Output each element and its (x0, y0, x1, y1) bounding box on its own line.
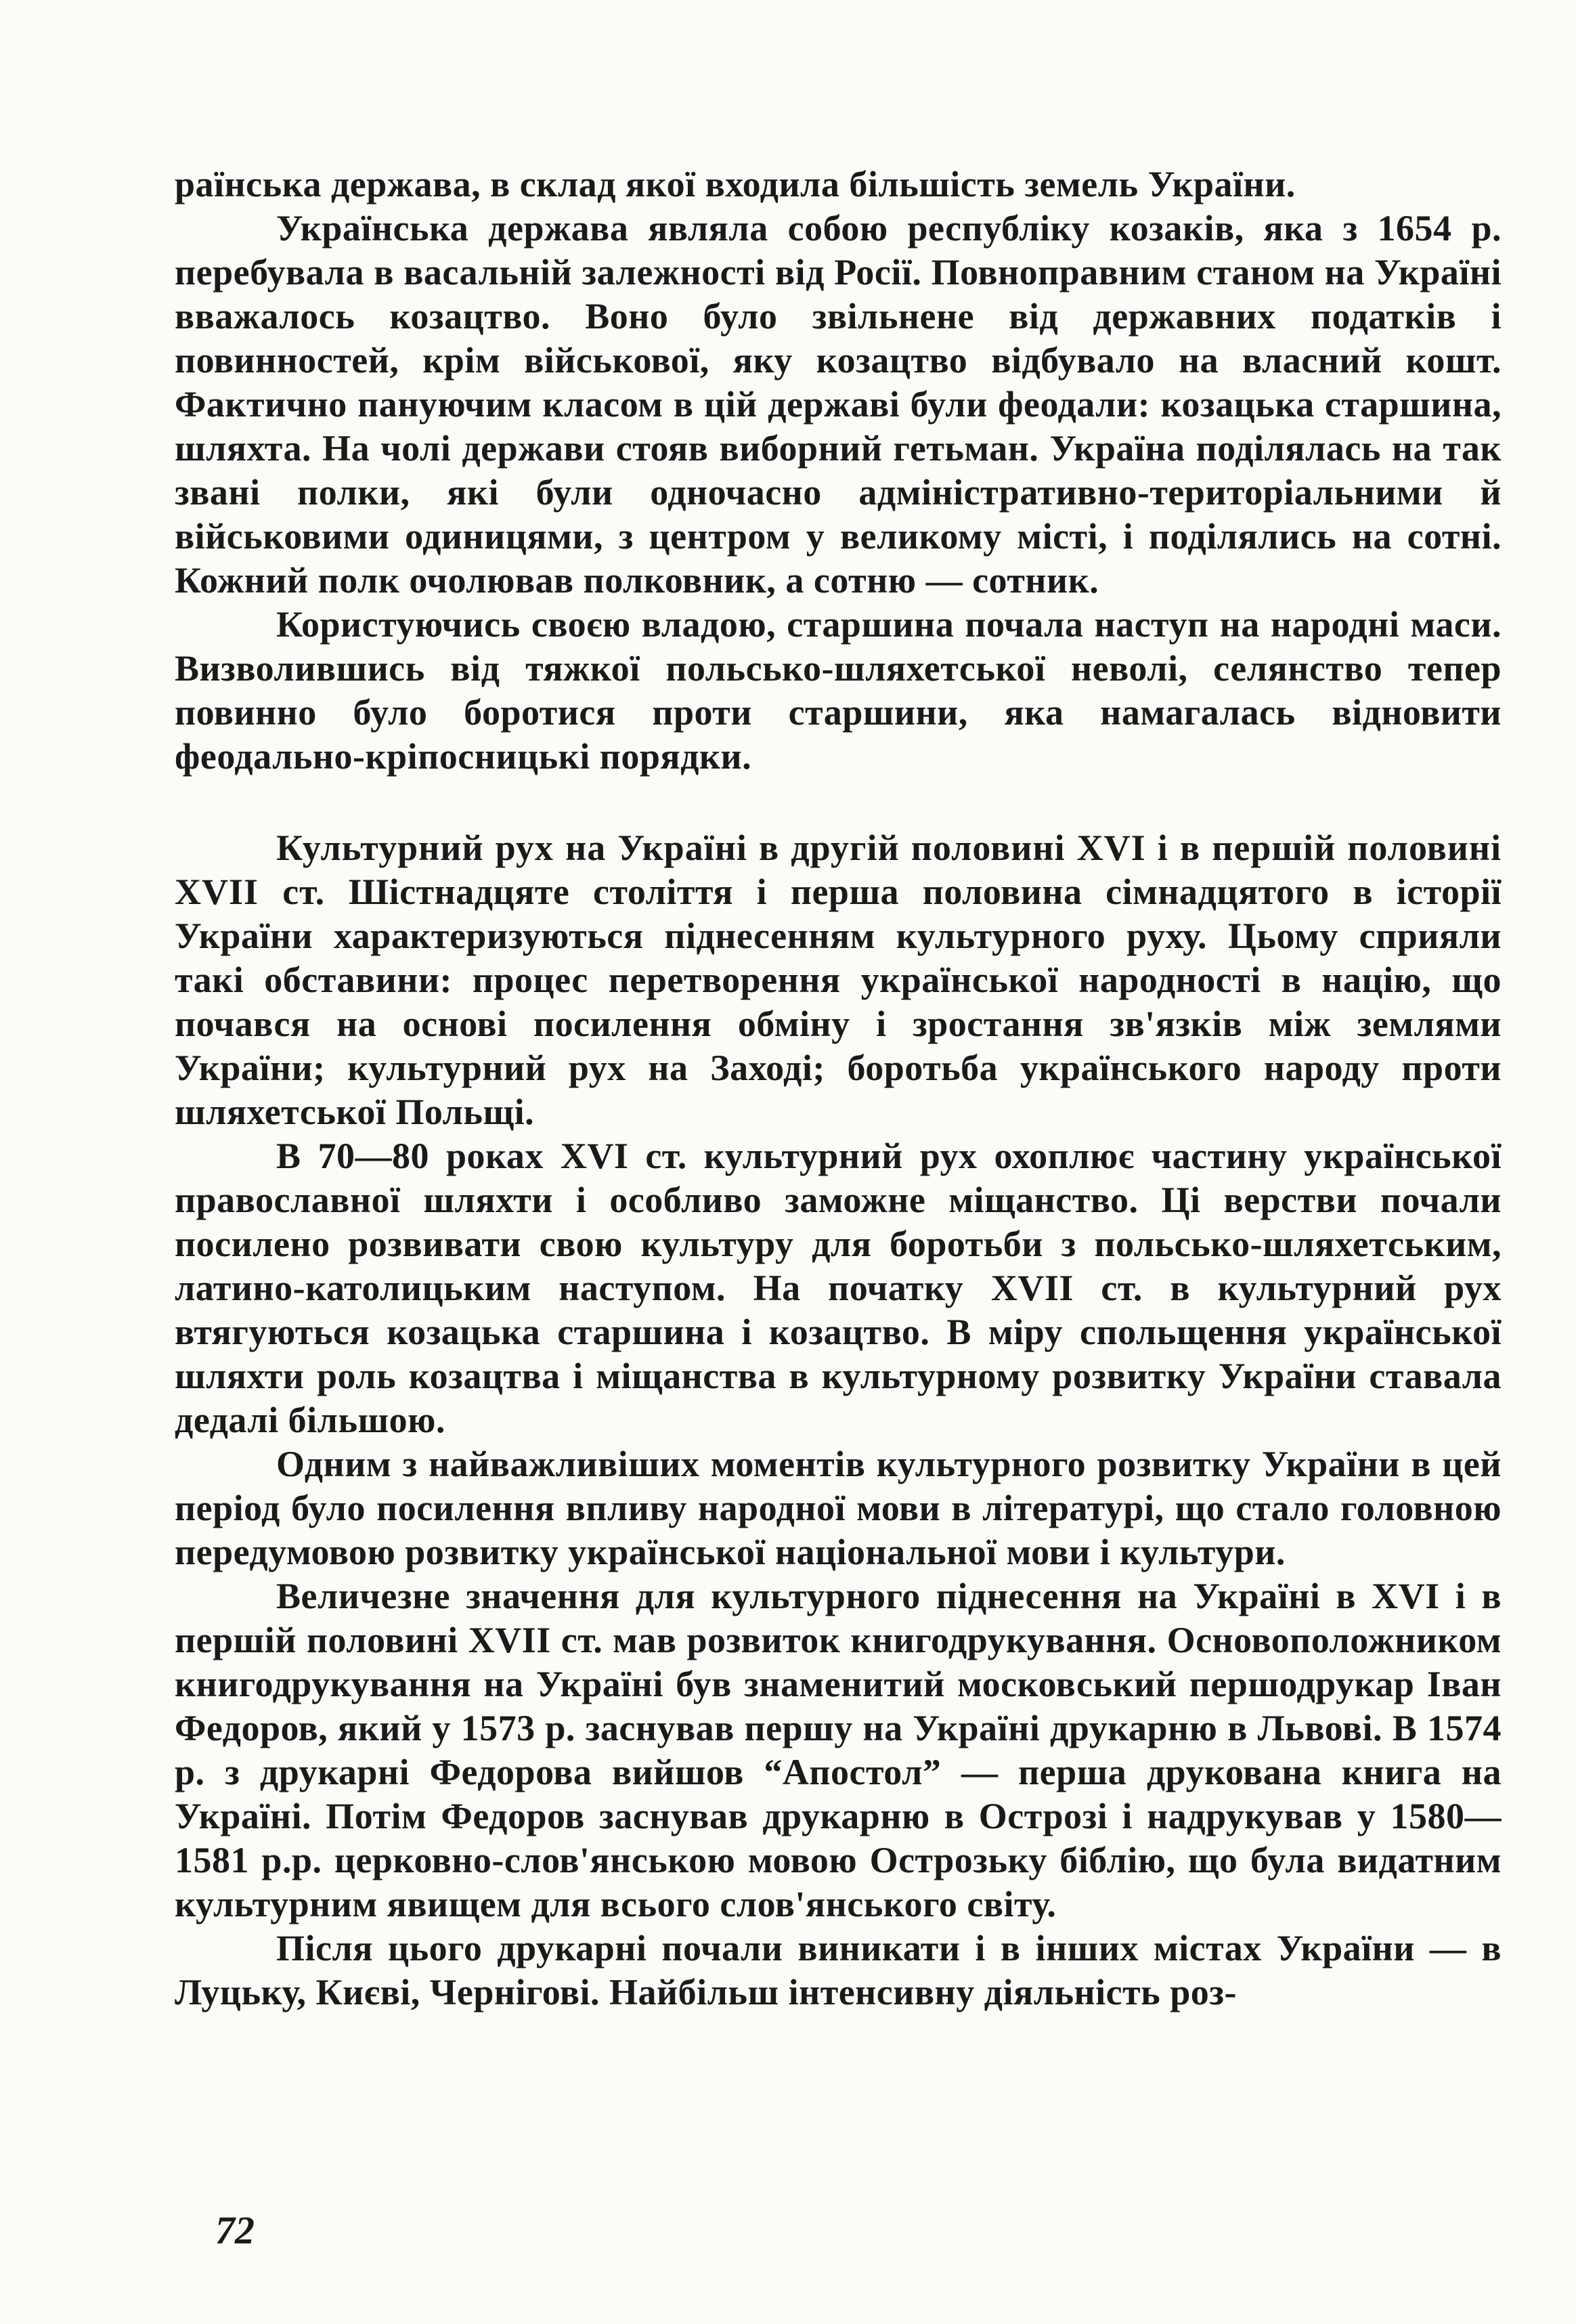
paragraph-cultural-movement: В 70—80 роках XVI ст. культурний рух охоплює частину української православної шляхти і особливо заможне міщанство. Ці верстви почали посилено розвивати свою культуру для боротьби з польсько-шляхетським, латино-католицьким наступом. На початку XVII ст. в культурний рух втягуються козацька старшина і козацтво. В міру спольщення української шляхти роль козацтва і міщанства в культурному розвитку України ставала дедалі більшою. (175, 1136, 1502, 1440)
page-body-text (175, 163, 1502, 2015)
section-lead-text: Шістнадцяте століття і перша половина сімнадцятого в історії України характеризуються піднесенням культурного руху. Цьому сприяли такі обставини: процес перетворення української народності в націю, що почався на основі посилення обміну і зростання зв'язків між землями України; культурний рух на Заході; боротьба українського народу проти шляхетської Польщі. (175, 872, 1502, 1132)
paragraph-folk-language: Одним з найважливіших моментів культурного розвитку України в цей період було посилення впливу народної мови в літературі, що стало головною передумовою розвитку української національної мови і культури. (175, 1444, 1502, 1572)
paragraph-ukrainian-state: Українська держава являла собою республіку козаків, яка з 1654 р. перебувала в васальній залежності від Росії. Повноправним станом на Україні вважалось козацтво. Воно було звільнене від державних податків і повинностей, крім військової, яку козацтво відбувало на власний кошт. Фактично пануючим класом в цій державі були феодали: козацька старшина, шляхта. На чолі держави стояв виборний гетьман. Україна поділялась на так звані полки, які були одночасно адміністративно-територіальними й військовими одиницями, з центром у великому місті, і поділялись на сотні. Кожний полк очолював полковник, а сотню — сотник. (175, 208, 1502, 601)
page-number: 72 (215, 2208, 255, 2252)
section-heading: Культурний рух на Україні в другій половині XVI і в першій половині XVII ст. (175, 827, 1502, 912)
section-culture-intro (175, 826, 1502, 1134)
paragraph-continuation: раїнська держава, в склад якої входила більшість земель України. (175, 164, 1296, 205)
paragraph-starshyna-offensive: Користуючись своєю владою, старшина почала наступ на народні маси. Визволившись від тяжкої польсько-шляхетської неволі, селянство тепер повинно було боротися проти старшини, яка намагалась відновити феодально-кріпосницькі порядки. (175, 604, 1502, 777)
paragraph-book-printing: Величезне значення для культурного піднесення на Україні в XVI і в першій половині XVII ст. мав розвиток книгодрукування. Основоположником книгодрукування на Україні був знаменитий московський першодрукар Іван Федоров, який у 1573 р. заснував першу на Україні друкарню в Львові. В 1574 р. з друкарні Федорова вийшов “Апостол” — перша друкована книга на Україні. Потім Федоров заснував друкарню в Острозі і надрукував у 1580—1581 р.р. церковно-слов'янською мовою Острозьку біблію, що була видатним культурним явищем для всього слов'янського світу. (175, 1576, 1502, 1924)
paragraph-printing-houses: Після цього друкарні почали виникати і в інших містах України — в Луцьку, Києві, Чернігові. Найбільш інтенсивну діяльність роз- (175, 1928, 1502, 2013)
